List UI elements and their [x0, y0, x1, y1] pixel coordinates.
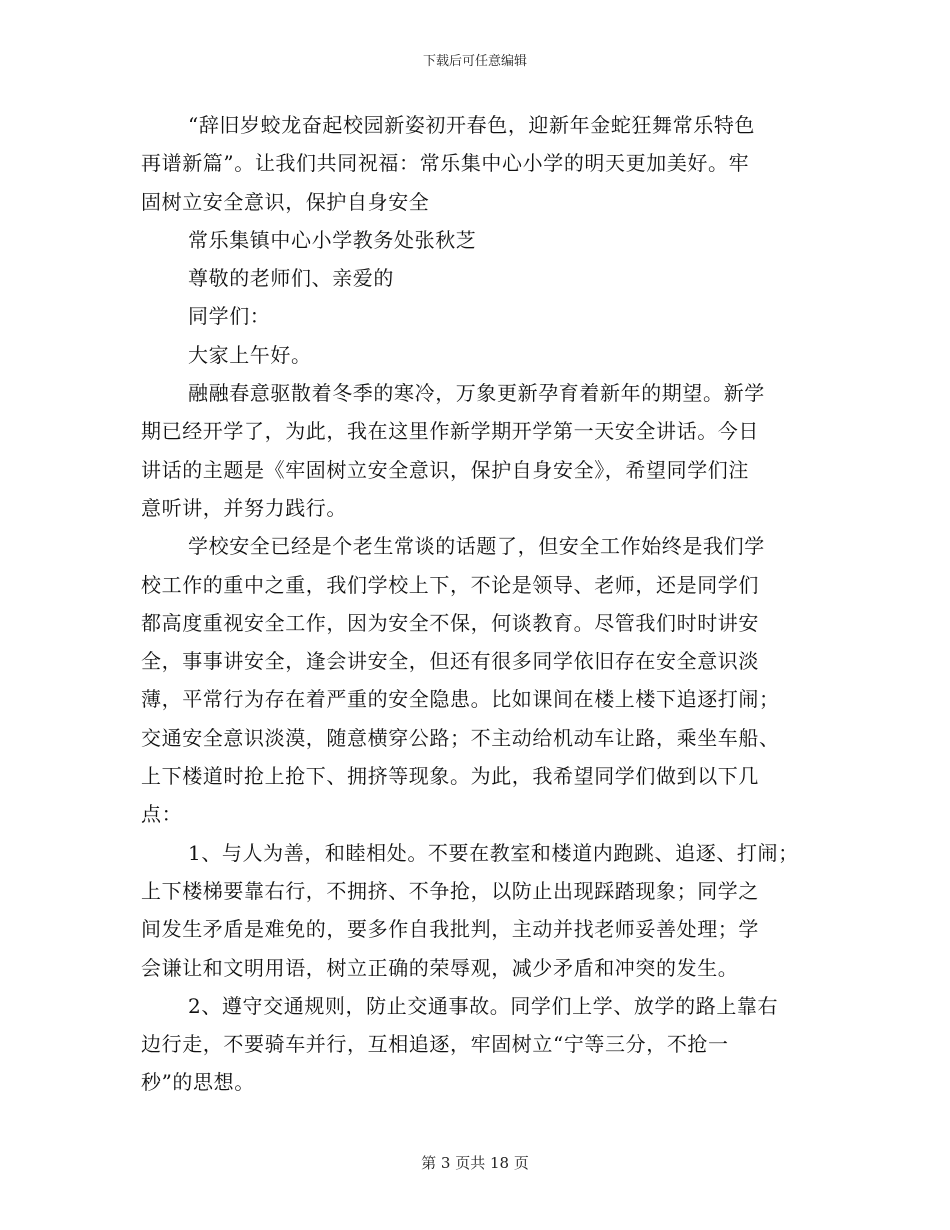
text-line: 校工作的重中之重，我们学校上下，不论是领导、老师，还是同学们: [141, 572, 759, 597]
text-line: 薄，平常行为存在着严重的安全隐患。比如课间在楼上楼下追逐打闹；: [141, 687, 780, 712]
page-number: 第 3 页共 18 页: [421, 1154, 529, 1172]
text-line: 大家上午好。: [188, 342, 312, 367]
text-line: 全，事事讲安全，逢会讲安全，但还有很多同学依旧存在安全意识淡: [141, 649, 759, 674]
text-line: 尊敬的老师们、亲爱的: [188, 266, 394, 291]
text-line: 点：: [141, 802, 183, 827]
text-line: 会谦让和文明用语，树立正确的荣辱观，减少矛盾和冲突的发生。: [141, 955, 739, 980]
text-line: 固树立安全意识，保护自身安全: [141, 189, 430, 214]
text-line: 边行走，不要骑车并行，互相追逐，牢固树立“宁等三分，不抢一: [141, 1032, 729, 1057]
text-line: 期已经开学了，为此，我在这里作新学期开学第一天安全讲话。今日: [141, 419, 759, 444]
text-line: 同学们：: [188, 304, 271, 329]
text-line: 常乐集镇中心小学教务处张秋芝: [188, 227, 477, 252]
text-line: 秒”的思想。: [141, 1070, 255, 1095]
text-line: 意听讲，并努力践行。: [141, 495, 347, 520]
text-line: 上下楼道时抢上抢下、拥挤等现象。为此，我希望同学们做到以下几: [141, 764, 759, 789]
document-body: [141, 106, 813, 1102]
text-line: 再谱新篇”。让我们共同祝福：常乐集中心小学的明天更加美好。牢: [141, 151, 750, 176]
text-line: 学校安全已经是个老生常谈的话题了，但安全工作始终是我们学: [188, 534, 765, 559]
text-line: 融融春意驱散着冬季的寒冷，万象更新孕育着新年的期望。新学: [188, 381, 765, 406]
text-line: 讲话的主题是《牢固树立安全意识，保护自身安全》，希望同学们注: [141, 457, 749, 482]
text-line: 交通安全意识淡漠，随意横穿公路；不主动给机动车让路，乘坐车船、: [141, 725, 780, 750]
page-header-note: 下载后可任意编辑: [422, 54, 527, 69]
text-line: 2、遵守交通规则，防止交通事故。同学们上学、放学的路上靠右: [188, 993, 779, 1018]
text-line: 间发生矛盾是难免的，要多作自我批判，主动并找老师妥善处理；学: [141, 917, 759, 942]
text-line: 1、与人为善，和睦相处。不要在教室和楼道内跑跳、追逐、打闹；: [188, 840, 799, 865]
text-line: 上下楼梯要靠右行，不拥挤、不争抢，以防止出现踩踏现象；同学之: [141, 878, 759, 903]
text-line: 都高度重视安全工作，因为安全不保，何谈教育。尽管我们时时讲安: [141, 610, 759, 635]
text-line: “辞旧岁蛟龙奋起校园新姿初开春色，迎新年金蛇狂舞常乐特色: [188, 113, 756, 137]
